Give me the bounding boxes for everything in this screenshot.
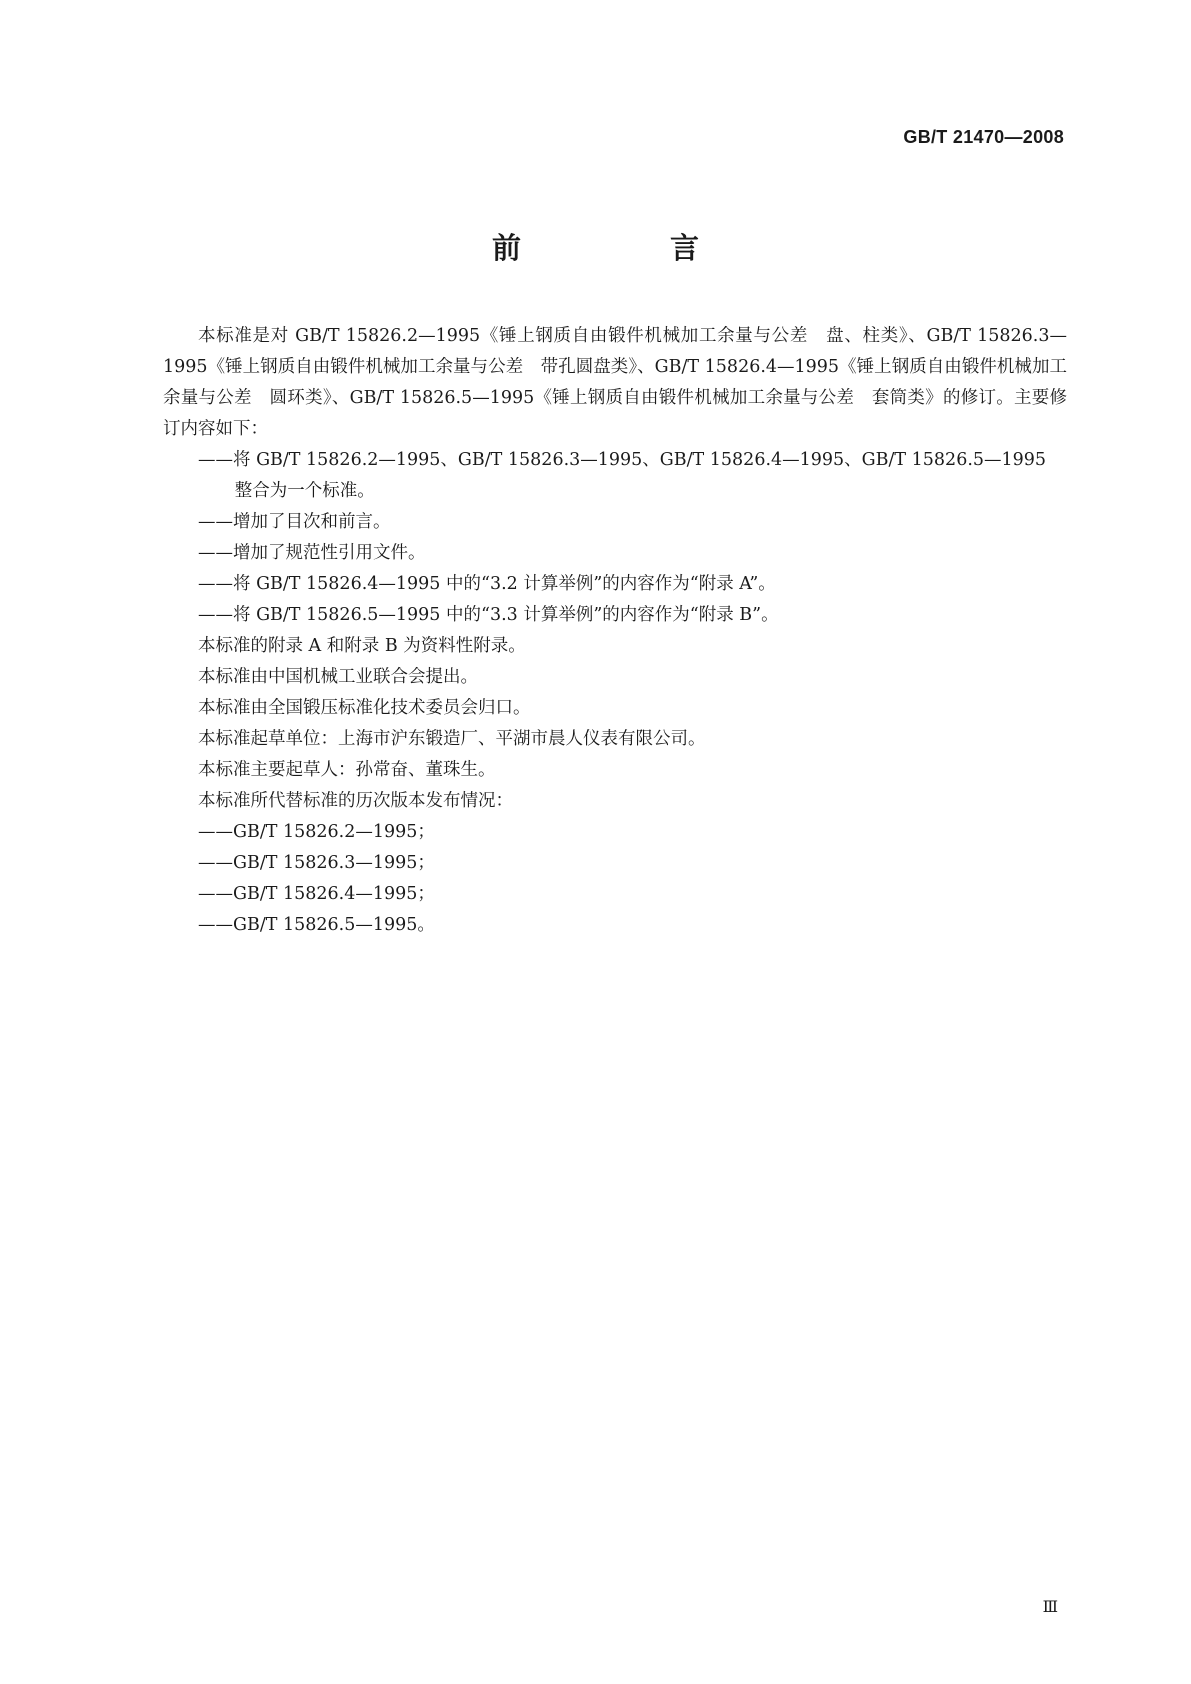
page-title: 前 言 <box>491 231 759 265</box>
revision-item: ——将 GB/T 15826.2—1995、GB/T 15826.3—1995、GB/T 15826.4—1995、GB/T 15826.5—1995 整合为一个标准。 <box>198 450 1047 501</box>
statement-drafting-units: 本标准起草单位：上海市沪东锻造厂、平湖市晨人仪表有限公司。 <box>198 729 706 749</box>
revision-item: ——增加了规范性引用文件。 <box>198 543 426 563</box>
statement-proposer: 本标准由中国机械工业联合会提出。 <box>198 667 478 687</box>
intro-paragraph: 本标准是对 GB/T 15826.2—1995《锤上钢质自由锻件机械加工余量与公差 盘、柱类》、GB/T 15826.3—1995《锤上钢质自由锻件机械加工余量与公差 带孔圆盘类》、GB/T 15826.4—1995《锤上钢质自由锻件机械加工余量与公差 圆环类》、GB/T 15826.5—1995《锤上钢质自由锻件机械加工余量与公差 套筒类》的修订。主要修订内容如下： <box>163 326 1067 439</box>
revision-item: ——将 GB/T 15826.5—1995 中的“3.3 计算举例”的内容作为“附录 B”。 <box>198 605 779 625</box>
replaced-version-item: ——GB/T 15826.4—1995； <box>198 884 435 904</box>
revision-item: ——将 GB/T 15826.4—1995 中的“3.2 计算举例”的内容作为“附录 A”。 <box>198 574 776 594</box>
statement-replaced-versions: 本标准所代替标准的历次版本发布情况： <box>198 791 513 811</box>
statement-committee: 本标准由全国锻压标准化技术委员会归口。 <box>198 698 531 718</box>
standard-number: GB/T 21470—2008 <box>903 127 1064 147</box>
revision-item: ——增加了目次和前言。 <box>198 512 391 532</box>
statement-annex: 本标准的附录 A 和附录 B 为资料性附录。 <box>198 636 526 656</box>
replaced-version-item: ——GB/T 15826.5—1995。 <box>198 915 435 935</box>
statement-drafters: 本标准主要起草人：孙常奋、董珠生。 <box>198 760 496 780</box>
page-number: Ⅲ <box>1042 1597 1058 1616</box>
replaced-version-item: ——GB/T 15826.2—1995； <box>198 822 435 842</box>
preface-body <box>163 321 1067 941</box>
replaced-version-item: ——GB/T 15826.3—1995； <box>198 853 435 873</box>
